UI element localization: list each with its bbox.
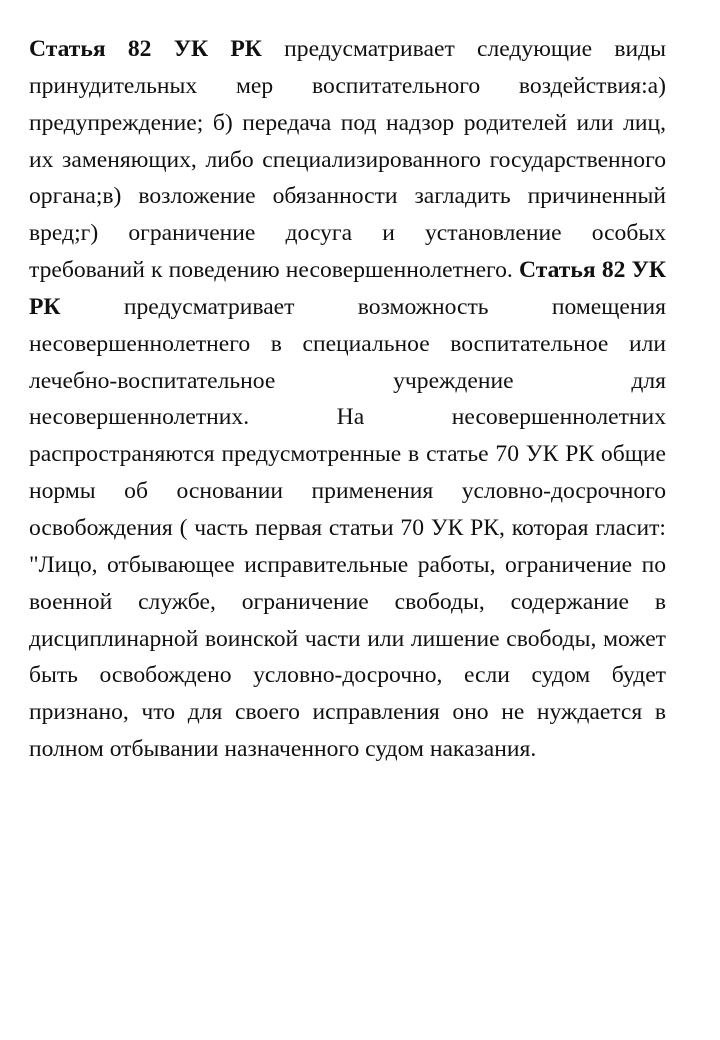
paragraph-text: предусматривает следующие виды принудительных мер воспитательного воздействия:а) предупреждение; б) передача под надзор родителей или лиц, их заменяющих, либо специализированного государственного органа;в) возложение обязанности загладить причиненный вред;г) ограничение досуга и установление особых требований к поведению несовершеннолетнего. (29, 36, 666, 284)
body-paragraph (29, 31, 666, 768)
article-reference-bold: Статья 82 УК РК (29, 257, 667, 320)
document-page (29, 31, 666, 768)
article-reference-bold: Статья 82 УК РК (29, 36, 262, 62)
paragraph-text: предусматривает возможность помещения несовершеннолетнего в специальное воспитательное или лечебно-воспитательное учреждение для несовершеннолетних. На несовершеннолетних распространяются предусмотренные в статье 70 УК РК общие нормы об основании применения условно-досрочного освобождения ( часть первая статьи 70 УК РК, которая гласит: "Лицо, отбывающее исправительные работы, ограничение по военной службе, ограничение свободы, содержание в дисциплинарной воинской части или лишение свободы, может быть освобождено условно-досрочно, если судом будет признано, что для своего исправления оно не нуждается в полном отбывании назначенного судом наказания. (29, 293, 666, 763)
